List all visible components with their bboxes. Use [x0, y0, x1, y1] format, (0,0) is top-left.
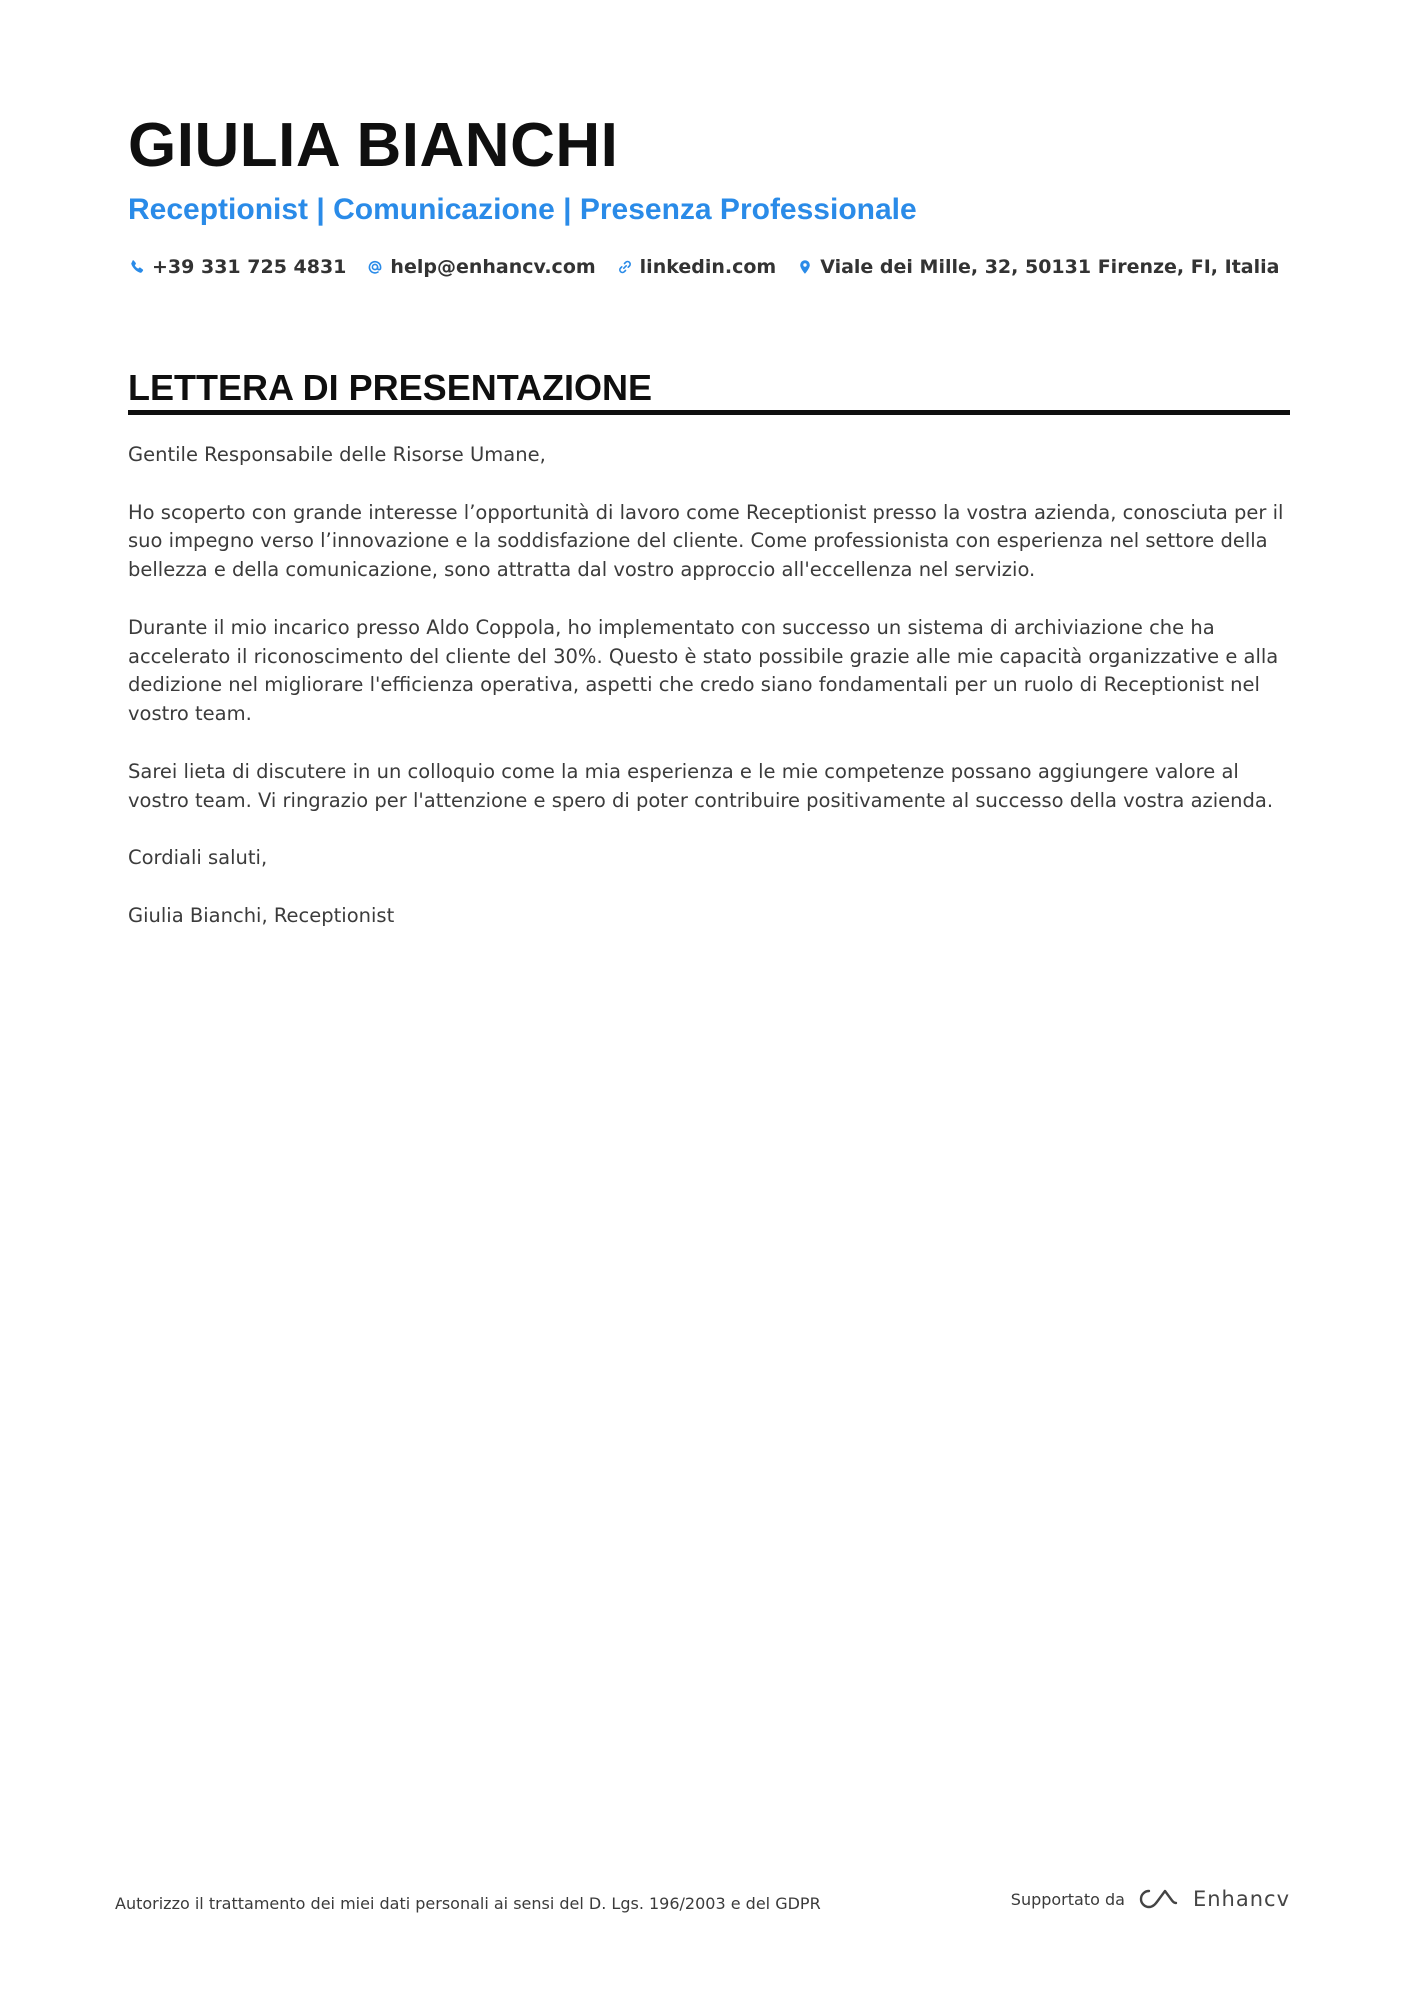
letter-paragraph: Sarei lieta di discutere in un colloquio come la mia esperienza e le mie competenze possano aggiungere valore al vostro team. Vi ringrazio per l'attenzione e spero di poter contribuire positivamente al successo della vostra azienda.: [128, 759, 1274, 812]
privacy-note: Autorizzo il trattamento dei miei dati personali ai sensi del D. Lgs. 196/2003 e del GDPR: [115, 1894, 821, 1913]
letter-paragraph: Durante il mio incarico presso Aldo Coppola, ho implementato con successo un sistema di archiviazione che ha accelerato il riconoscimento del cliente del 30%. Questo è stato possibile grazie alle mie capacità organizzative e alla dedizione nel migliorare l'efficienza operativa, aspetti che credo siano fondamentali per un ruolo di Receptionist nel vostro team.: [128, 615, 1279, 726]
contact-linkedin[interactable]: [616, 252, 777, 282]
brand-name: Enhancv: [1192, 1887, 1290, 1911]
letter-signature: Giulia Bianchi, Receptionist: [128, 903, 395, 927]
contact-linkedin-text: linkedin.com: [639, 256, 777, 278]
contact-phone-text: +39 331 725 4831: [152, 256, 347, 278]
location-pin-icon: [796, 258, 814, 276]
contact-address-text: Viale dei Mille, 32, 50131 Firenze, FI, Italia: [820, 256, 1280, 278]
contact-email-text: help@enhancv.com: [390, 256, 596, 278]
powered-by-label: Supportato da: [1010, 1889, 1125, 1909]
letter-greeting: Gentile Responsabile delle Risorse Umane,: [128, 443, 546, 466]
link-icon: [616, 258, 634, 276]
letter-closing: Cordiali saluti,: [128, 846, 268, 870]
phone-icon: [128, 258, 146, 276]
at-icon: [366, 258, 384, 276]
letter-paragraph: Ho scoperto con grande interesse l’opportunità di lavoro come Receptionist presso la vostra azienda, conosciuta per il suo impegno verso l’innovazione e la soddisfazione del cliente. Come professionista con esperienza nel settore della bellezza e della comunicazione, sono attratta dal vostro approccio all'eccellenza nel servizio.: [128, 500, 1284, 582]
letter-body: [128, 441, 1290, 959]
enhancv-logo-icon: [1137, 1887, 1183, 1911]
candidate-headline: Receptionist | Comunicazione | Presenza Professionale: [128, 193, 917, 226]
powered-by[interactable]: [1011, 1887, 1290, 1911]
contact-email[interactable]: [366, 252, 595, 282]
contact-bar: [128, 252, 1299, 282]
section-divider: [128, 410, 1290, 415]
contact-address: [796, 252, 1279, 282]
contact-phone[interactable]: [128, 252, 346, 282]
candidate-name: GIULIA BIANCHI: [128, 111, 619, 180]
section-title: LETTERA DI PRESENTAZIONE: [128, 367, 653, 408]
